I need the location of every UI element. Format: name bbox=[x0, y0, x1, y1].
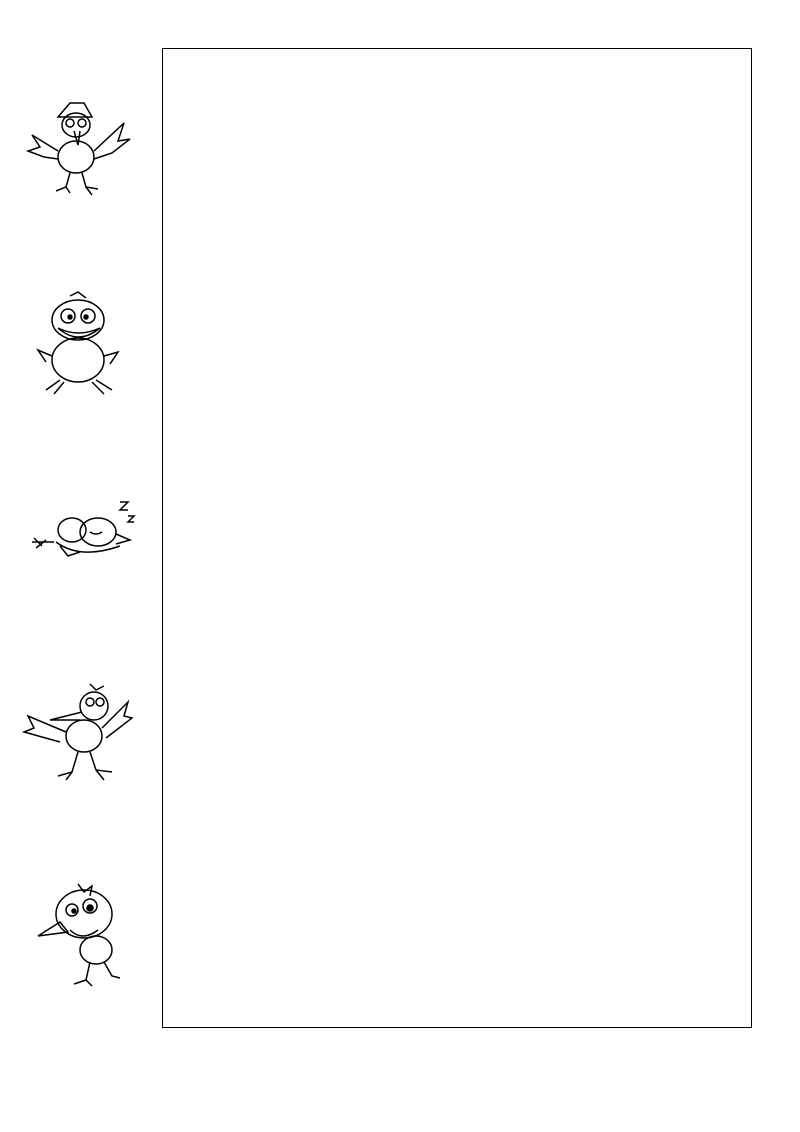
chick-laughing-icon bbox=[20, 880, 140, 990]
chick-waving-icon bbox=[20, 95, 140, 205]
chick-sleeping-icon bbox=[20, 490, 140, 600]
egg-grid bbox=[162, 48, 752, 1028]
chick-grumpy-icon bbox=[20, 290, 140, 400]
chick-flapping-icon bbox=[20, 680, 140, 790]
